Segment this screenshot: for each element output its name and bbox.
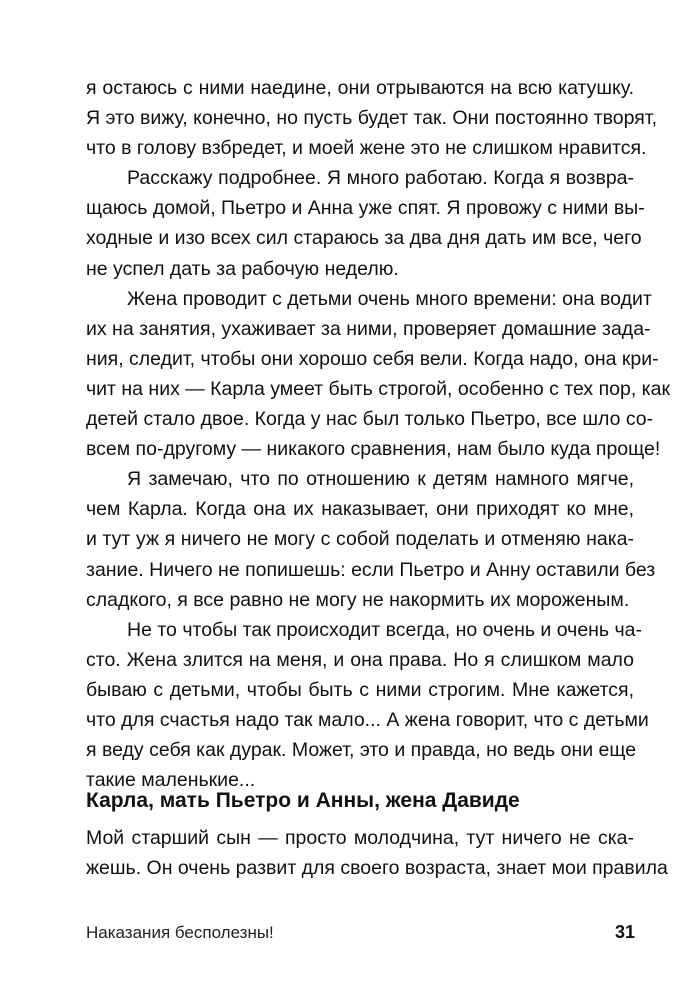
text-line: сто. Жена злится на меня, и она права. Но я слишком мало bbox=[86, 648, 634, 671]
text-line: сладкого, я все равно не могу не накормить их мороженым. bbox=[86, 588, 630, 611]
text-line: чит на них — Карла умеет быть строгой, особенно с тех пор, как bbox=[86, 377, 670, 400]
text-line: Не то чтобы так происходит всегда, но очень и очень ча- bbox=[127, 618, 643, 641]
text-line: не успел дать за рабочую неделю. bbox=[86, 257, 399, 280]
text-line: Расскажу подробнее. Я много работаю. Когда я возвра- bbox=[127, 167, 634, 190]
text-line: всем по-другому — никакого сравнения, нам было куда проще! bbox=[86, 438, 661, 461]
text-line: я остаюсь с ними наедине, они отрываются на всю катушку. bbox=[86, 77, 634, 99]
text-line: такие маленькие... bbox=[86, 769, 256, 792]
text-line: Я это вижу, конечно, но пусть будет так. Они постоянно творят, bbox=[86, 107, 657, 130]
text-line: зание. Ничего не попишешь: если Пьетро и Анну оставили без bbox=[86, 558, 656, 581]
text-line: щаюсь домой, Пьетро и Анна уже спят. Я провожу с ними вы- bbox=[86, 197, 645, 220]
text-line: я веду себя как дурак. Может, это и правда, но ведь они еще bbox=[86, 739, 637, 762]
text-line: чем Карла. Когда она их наказывает, они приходят ко мне, bbox=[86, 498, 634, 521]
text-line: что в голову взбредет, и моей жене это не слишком нравится. bbox=[86, 137, 647, 160]
text-line: Я замечаю, что по отношению к детям намного мягче, bbox=[127, 468, 634, 491]
text-line: бываю с детьми, чтобы быть с ними строгим. Мне кажется, bbox=[86, 678, 634, 701]
text-line: что для счастья надо так мало... А жена говорит, что с детьми bbox=[86, 708, 649, 731]
running-footer-title: Наказания бесполезны! bbox=[86, 923, 274, 942]
section-text bbox=[86, 823, 668, 883]
section-heading: Карла, мать Пьетро и Анны, жена Давиде bbox=[86, 789, 520, 812]
main-text bbox=[86, 73, 670, 795]
text-line: ния, следит, чтобы они хорошо себя вели. Когда надо, она кри- bbox=[86, 347, 659, 370]
page-number: 31 bbox=[614, 922, 635, 942]
text-line: жешь. Он очень развит для своего возраста, знает мои правила bbox=[86, 857, 668, 880]
text-line: и тут уж я ничего не могу с собой поделать и отменяю нака- bbox=[86, 528, 634, 551]
text-line: ходные и изо всех сил стараюсь за два дня дать им все, чего bbox=[86, 227, 642, 250]
text-line: их на занятия, ухаживает за ними, проверяет домашние зада- bbox=[86, 317, 651, 340]
text-line: Мой старший сын — просто молодчина, тут ничего не ска- bbox=[86, 827, 634, 849]
text-line: детей стало двое. Когда у нас был только Пьетро, все шло со- bbox=[86, 408, 654, 431]
text-line: Жена проводит с детьми очень много времени: она водит bbox=[127, 287, 652, 310]
